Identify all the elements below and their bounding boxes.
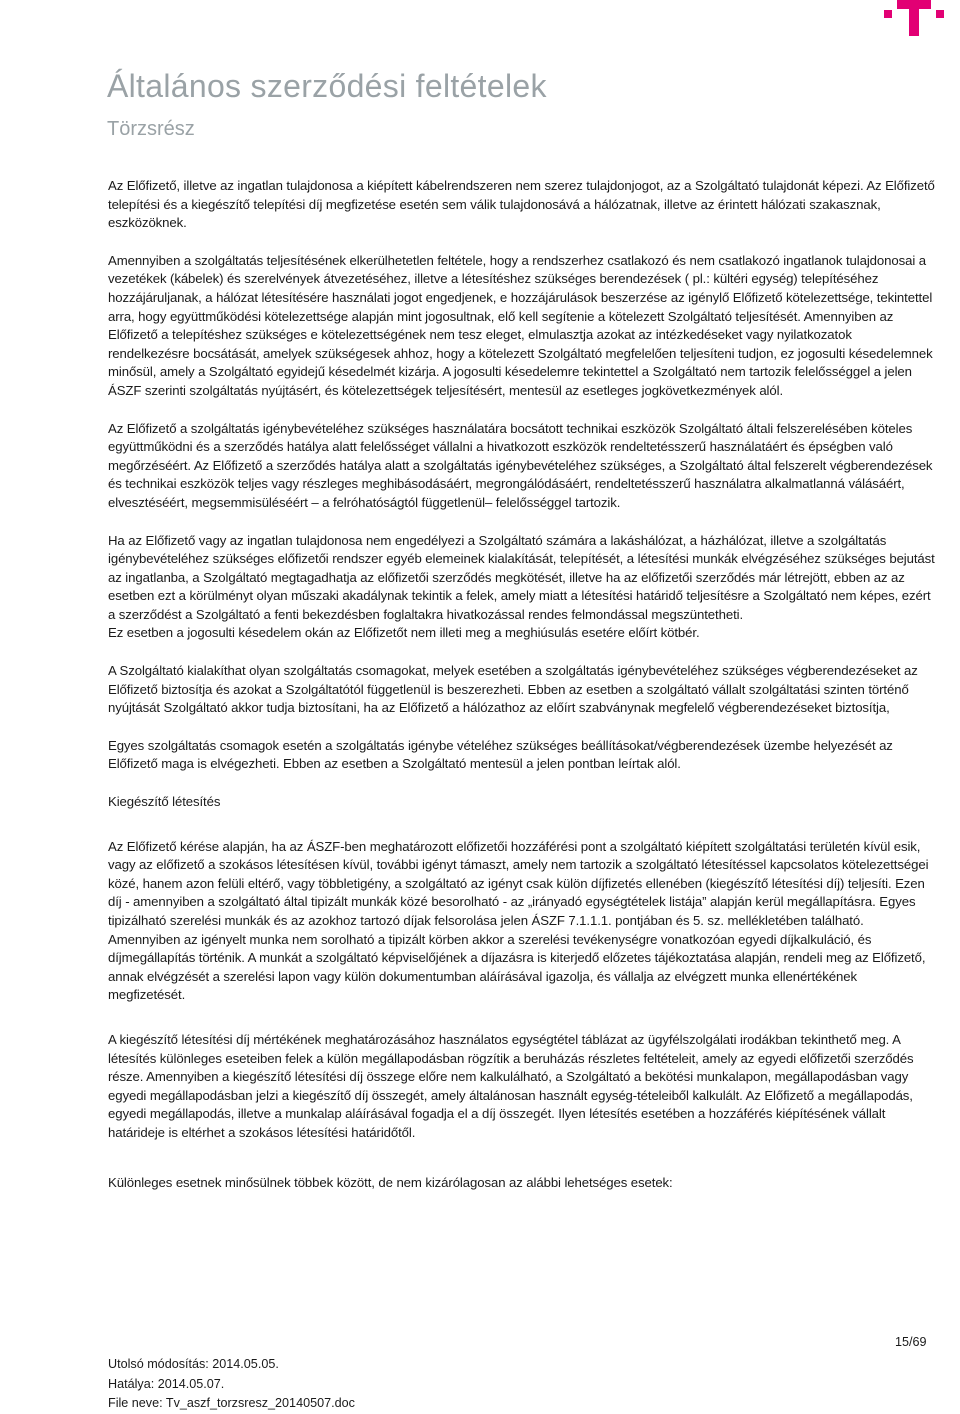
paragraph: Különleges esetnek minősülnek többek között, de nem kizárólagosan az alábbi lehetséges esetek:	[108, 1174, 673, 1190]
document-footer	[108, 1355, 355, 1414]
last-modified: Utolsó módosítás: 2014.05.05.	[108, 1357, 279, 1371]
effective-date: Hatálya: 2014.05.07.	[108, 1376, 225, 1391]
page-title: Általános szerződési feltételek	[107, 68, 547, 104]
telekom-logo-icon	[884, 0, 944, 36]
paragraph: Az Előfizető, illetve az ingatlan tulajdonosa a kiépített kábelrendszeren nem szerez tulajdonjogot, az a Szolgáltató tulajdonát képezi. Az Előfizető telepítési és a kiegészítő telepítési díj megfizetése esetén sem válik tulajdonosává a hálózatnak, illetve az érintett hálózati szakasznak, eszközöknek.	[108, 178, 935, 231]
paragraph: Ha az Előfizető vagy az ingatlan tulajdonosa nem engedélyezi a Szolgáltató számára a lakáshálózat, a házhálózat, illetve a szolgáltatás igénybevételéhez szükséges előfizetői rendszer egyéb elemeinek kialakítását, telepítését, a létesítési munkák elvégzéséhez szükséges bejutást az ingatlanba, a Szolgáltató megtagadhatja az előfizetői szerződés megkötését, illetve ha az előfizetői szerződés már létrejött, ebben az az esetben ezt a körülményt olyan műszaki akadálynak tekintik a felek, amely miatt a létesítési határidő teljesítésre a Szolgáltató nem képes, ezért a szerződést a Szolgáltató a fenti bekezdésben foglaltakra hivatkozással rendes felmondással megszüntetheti.	[108, 532, 935, 622]
paragraph: Amennyiben a szolgáltatás teljesítésének elkerülhetetlen feltétele, hogy a rendszerhez csatlakozó és nem csatlakozó ingatlanok tulajdonosai a vezetékek (kábelek) és szerelvények átvezetéséhez, illetve a létesítéshez szükséges berendezések ( pl.: kültéri egység) telepítéséhez hozzájáruljanak, a hálózat létesítésére használati jogot engedjenek, e hozzájárulások beszerzése az igénylő Előfizető kötelezettsége, tekintettel arra, hogy együttműködési kötelezettsége alapján mint jogosultnak, elő kell segítenie a kötelezett Szolgáltató teljesítését. Amennyiben az Előfizető a telepítéshez szükséges e kötelezettségének nem tesz eleget, elmulasztja azokat az intézkedéseket vagy nyilatkozatok rendelkezésre bocsátását, amelyek szükségesek ahhoz, hogy a kötelezett Szolgáltató megfelelően teljesíteni tudjon, ez jogosulti késedelemnek minősül, amely a Szolgáltató egyidejű késedelmét kizárja. A jogosulti késedelemre tekintettel a Szolgáltató nem tartozik felelősséggel a jelen ÁSZF szerinti szolgáltatás nyújtásért, és kötelezettségek teljesítésért, mentesül az esetleges jogkövetkezmények alól.	[108, 252, 933, 398]
paragraph: A kiegészítő létesítési díj mértékének meghatározásához használatos egységtétel táblázat az ügyfélszolgálati irodákban tekinthető meg. A létesítés különleges eseteiben felek a külön megállapodásban rögzítik a beruházás részletes feltételeit, amely az egyedi előfizetői szerződés része. Amennyiben a kiegészítő létesítési díj összege előre nem kalkulálható, a Szolgáltató a bekötési munkalapon, megállapodásban vagy egyedi megállapodásban jelzi a kiegészítő díj összegét, amely általánosan használt egység-tételeiből kalkulált. Az Előfizető a megállapodás, egyedi megállapodás, illetve a munkalap aláírásával fogadja el a díj összegét. Ilyen létesítés esetében a hozzáférés kiépítésének vállalt határideje is eltérhet a szokásos létesítési határidőtől.	[108, 1031, 914, 1140]
paragraph: Az Előfizető kérése alapján, ha az ÁSZF-ben meghatározott előfizetői hozzáférési pont a szolgáltató kiépített szolgáltatási területén kívül esik, vagy az előfizető a szokásos létesítésen kívül, további igényt támaszt, amely nem tartozik a szolgáltató létesítéssel kapcsolatos kötelezettségei közé, hanem azon felüli eltérő, vagy többletigény, a szolgáltató az igényt csak külön díjfizetés ellenében (kiegészítő létesítési díj) teljesíti. Ezen díj - amennyiben a szolgáltató által tipizált munkák közé besorolható - az „irányadó egységtételek listája” alapján kerül megállapításra. Egyes tipizálható szerelési munkák és az azokhoz tartozó díjak felsorolása jelen ÁSZF 7.1.1.1. pontjában és 5. sz. mellékletében található. Amennyiben az igényelt munka nem sorolható a tipizált körben akkor a szerelési tevékenységre vonatkozóan egyedi díjkalkuláció, és díjmegállapítás történik. A munkát a szolgáltató képviselőjének a díjazásra is kiterjedő előzetes tájékoztatása alapján, rendeli meg az Előfizető, annak elvégzését a szerelési lapon vagy külön dokumentumban aláírásával igazolja, és vállalja az elvégzett munka ellenértékének megfizetését.	[108, 838, 929, 1003]
page-subtitle: Törzsrész	[107, 118, 195, 140]
paragraph: Egyes szolgáltatás csomagok esetén a szolgáltatás igénybe vételéhez szükséges beállításokat/végberendezések üzembe helyezését az Előfizető maga is elvégezheti. Ebben az esetben a Szolgáltató mentesül a jelen pontban leírtak alól.	[108, 737, 893, 772]
section-heading: Kiegészítő létesítés	[108, 794, 221, 810]
document-body	[108, 177, 936, 1211]
file-name: File neve: Tv_aszf_torzsresz_20140507.doc	[108, 1396, 355, 1410]
page-number: 15/69	[895, 1335, 927, 1349]
paragraph: Az Előfizető a szolgáltatás igénybevételéhez szükséges használatára bocsátott technikai eszközök Szolgáltató általi felszerelésében köteles együttműködni és a szerződés hatálya alatt felelősséget vállalni a hivatkozott eszközök rendeltetésszerű használatáért és épségben való megőrzéséért. Az Előfizető a szerződés hatálya alatt a szolgáltatás igénybevételéhez szükséges, a Szolgáltató által felszerelt végberendezések és technikai eszközök teljes vagy részleges meghibásodásáért, megrongálódásáért, rendeltetésszerű használatra alkalmatlanná válásáért, elvesztéséért, megsemmisüléséért – a felróhatóságtól függetlenül– felelősséggel tartozik.	[108, 420, 933, 510]
paragraph: A Szolgáltató kialakíthat olyan szolgáltatás csomagokat, melyek esetében a szolgáltatás igénybevételéhez szükséges végberendezéseket az Előfizető biztosítja és azokat a Szolgáltatótól függetlenül is beszerezheti. Ebben az esetben a szolgáltató vállalt szolgáltatási szinten történő nyújtását Szolgáltató akkor tudja biztosítani, ha az Előfizető a hálózathoz az előírt szabványnak megfelelő végberendezéseket biztosítja,	[108, 663, 918, 716]
paragraph: Ez esetben a jogosulti késedelem okán az Előfizetőt nem illeti meg a meghiúsulás esetére előírt kötbér.	[108, 625, 700, 641]
